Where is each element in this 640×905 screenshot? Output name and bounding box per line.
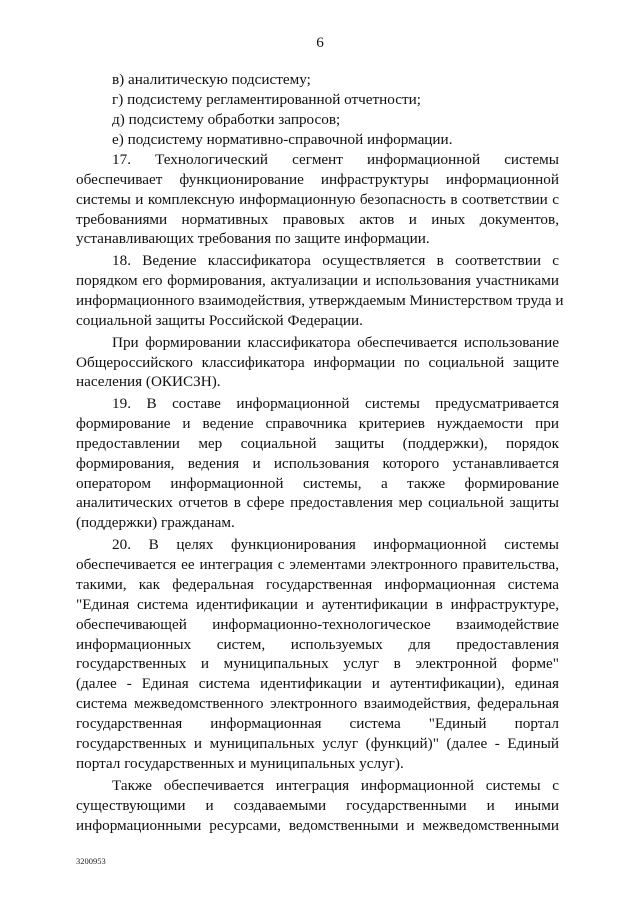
footer-document-code: 3200953	[76, 856, 106, 866]
body-text-line: 20. В целях функционирования информационной системы	[112, 536, 559, 553]
body-text-line: существующими и создаваемыми государственными и иными	[76, 797, 559, 814]
body-text-line: (далее - Единая система идентификации и аутентификации), единая	[76, 675, 559, 692]
body-text-line: 19. В составе информационной системы предусматривается	[112, 395, 559, 412]
body-text-line: устанавливающих требования по защите информации.	[76, 230, 430, 247]
body-text-line: 18. Ведение классификатора осуществляется в соответствии с	[112, 252, 559, 269]
body-text-line: порядком его формирования, актуализации и использования участниками	[76, 272, 559, 289]
body-text-line: портал государственных и муниципальных услуг).	[76, 755, 404, 772]
body-text-line: д) подсистему обработки запросов;	[112, 111, 341, 128]
page-number: 6	[316, 34, 324, 51]
body-text-line: государственных и муниципальных услуг в электронной форме"	[76, 655, 559, 672]
body-text-line: системы и комплексную информационную безопасность в соответствии с	[76, 191, 559, 208]
body-text-line: формирование и ведение справочника критериев нуждаемости при	[76, 415, 559, 432]
body-text-line: требованиями нормативных правовых актов и иных документов,	[76, 211, 559, 228]
body-text-line: аналитических отчетов в сфере предоставления мер социальной защиты	[76, 494, 559, 511]
body-text-line: в) аналитическую подсистему;	[112, 71, 311, 88]
body-text-line: информационных систем, используемых для предоставления	[76, 636, 559, 653]
body-text-line: система межведомственного электронного взаимодействия, федеральная	[76, 695, 559, 712]
body-text-line: населения (ОКИСЗН).	[76, 373, 221, 390]
body-text-line: информационного взаимодействия, утверждаемым Министерством труда и	[76, 292, 564, 309]
body-text-line: государственная информационная система "Единый портал	[76, 715, 559, 732]
body-text-line: обеспечивается ее интеграция с элементами электронного правительства,	[76, 556, 559, 573]
body-text-line: предоставлении мер социальной защиты (поддержки), порядок	[76, 435, 559, 452]
body-text-line: государственных и муниципальных услуг (функций)" (далее - Единый	[76, 735, 559, 752]
body-text-line: "Единая система идентификации и аутентификации в инфраструктуре,	[76, 596, 559, 613]
body-text-line: оператором информационной системы, а также формирование	[76, 475, 559, 492]
body-text-line: такими, как федеральная государственная информационная система	[76, 576, 559, 593]
body-text-line: информационными ресурсами, ведомственными и межведомственными	[76, 817, 559, 834]
body-text-line: 17. Технологический сегмент информационной системы	[112, 151, 559, 168]
body-text-line: е) подсистему нормативно-справочной информации.	[112, 131, 453, 148]
body-text-line: обеспечивает функционирование инфраструктуры информационной	[76, 171, 559, 188]
body-text-line: Общероссийского классификатора информации по социальной защите	[76, 354, 559, 371]
body-text-line: При формировании классификатора обеспечивается использование	[112, 334, 559, 351]
body-text-line: Также обеспечивается интеграция информационной системы с	[112, 777, 559, 794]
body-text-line: г) подсистему регламентированной отчетности;	[112, 91, 421, 108]
body-text-line: формирования, ведения и использования которого устанавливается	[76, 455, 559, 472]
body-text-line: обеспечивающей информационно-технологическое взаимодействие	[76, 616, 559, 633]
body-text-line: социальной защиты Российской Федерации.	[76, 312, 363, 329]
body-text-line: (поддержки) гражданам.	[76, 514, 235, 531]
